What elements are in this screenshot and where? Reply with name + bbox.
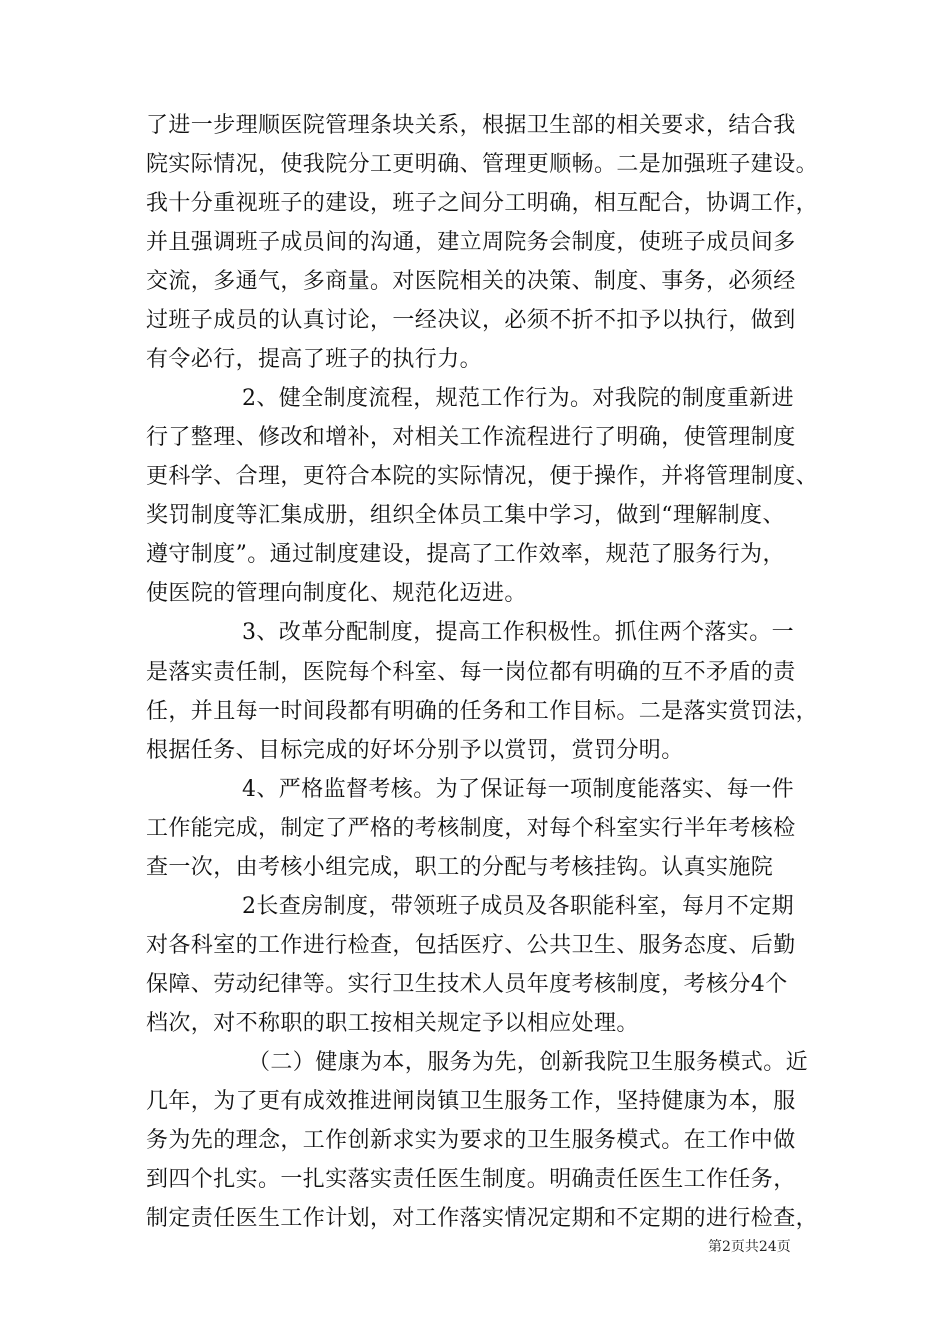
text-line-10: 更科学、合理，更符合本院的实际情况，便于操作，并将管理制度、 [146, 464, 819, 489]
text-line-13: 使医院的管理向制度化、规范化迈进。 [146, 581, 527, 606]
text-line-1: 了进一步理顺医院管理条块关系，根据卫生部的相关要求，结合我 [146, 113, 796, 138]
text-line-18: 4、严格监督考核。为了保证每一项制度能落实、每一件 [242, 777, 794, 802]
text-line-23: 保障、劳动纪律等。实行卫生技术人员年度考核制度，考核分4个 [146, 972, 788, 997]
text-line-6: 过班子成员的认真讨论，一经决议，必须不折不扣予以执行，做到 [146, 308, 796, 333]
text-line-20: 查一次，由考核小组完成，职工的分配与考核挂钩。认真实施院 [146, 855, 774, 880]
text-line-24: 档次，对不称职的职工按相关规定予以相应处理。 [146, 1011, 639, 1036]
text-line-15: 是落实责任制，医院每个科室、每一岗位都有明确的互不矛盾的责 [146, 660, 796, 685]
text-line-22: 对各科室的工作进行检查，包括医疗、公共卫生、服务态度、后勤 [146, 933, 796, 958]
text-line-21: 2长查房制度，带领班子成员及各职能科室，每月不定期 [242, 894, 794, 919]
text-line-7: 有令必行，提高了班子的执行力。 [146, 347, 483, 372]
text-line-2: 院实际情况，使我院分工更明确、管理更顺畅。二是加强班子建设。 [146, 152, 819, 177]
text-line-14: 3、改革分配制度，提高工作积极性。抓住两个落实。一 [242, 620, 794, 645]
text-line-17: 根据任务、目标完成的好坏分别予以赏罚，赏罚分明。 [146, 738, 684, 763]
text-line-9: 行了整理、修改和增补，对相关工作流程进行了明确，使管理制度 [146, 425, 796, 450]
text-line-12: 遵守制度”。通过制度建设，提高了工作效率，规范了服务行为， [146, 542, 785, 567]
text-line-4: 并且强调班子成员间的沟通，建立周院务会制度，使班子成员间多 [146, 230, 796, 255]
text-line-26: 几年，为了更有成效推进闸岗镇卫生服务工作，坚持健康为本，服 [146, 1089, 796, 1114]
page-number-footer: 第2页共24页 [708, 1239, 791, 1255]
text-line-5: 交流，多通气，多商量。对医院相关的决策、制度、事务，必须经 [146, 269, 796, 294]
text-line-11: 奖罚制度等汇集成册，组织全体员工集中学习，做到“理解制度、 [146, 503, 785, 528]
text-line-27: 务为先的理念，工作创新求实为要求的卫生服务模式。在工作中做 [146, 1128, 796, 1153]
text-line-19: 工作能完成，制定了严格的考核制度，对每个科室实行半年考核检 [146, 816, 796, 841]
text-line-29: 制定责任医生工作计划，对工作落实情况定期和不定期的进行检查， [146, 1206, 819, 1231]
text-line-28: 到四个扎实。一扎实落实责任医生制度。明确责任医生工作任务， [146, 1167, 796, 1192]
text-line-16: 任，并且每一时间段都有明确的任务和工作目标。二是落实赏罚法， [146, 699, 819, 724]
text-line-8: 2、健全制度流程，规范工作行为。对我院的制度重新进 [242, 386, 794, 411]
text-line-3: 我十分重视班子的建设，班子之间分工明确，相互配合，协调工作， [146, 191, 819, 216]
text-line-25: （二）健康为本，服务为先，创新我院卫生服务模式。近 [248, 1050, 809, 1075]
